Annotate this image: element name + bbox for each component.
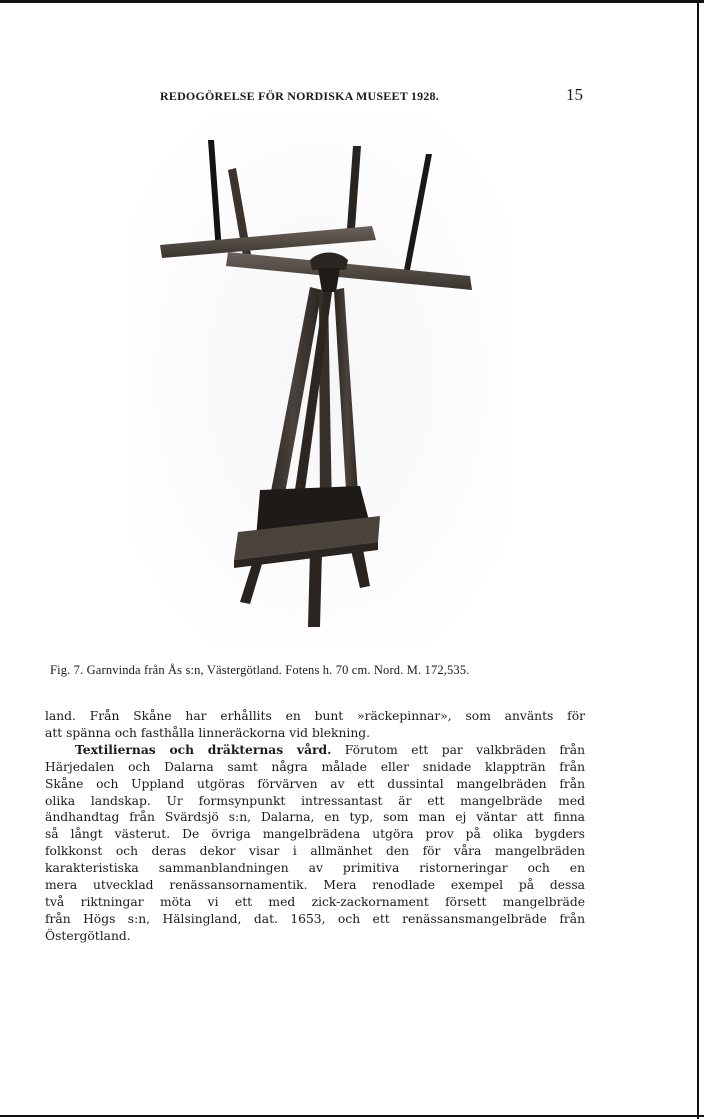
text-line: två riktningar möta vi ett med zick-zackornament försett mangelbräde	[45, 894, 585, 909]
body-text	[45, 708, 585, 945]
page-bottom-border	[0, 1115, 704, 1117]
page-number: 15	[566, 85, 583, 104]
text-line: mera utvecklad renässansornamentik. Mera renodlade exempel på dessa	[45, 878, 585, 893]
text-line: ändhandtag från Svärdsjö s:n, Dalarna, en typ, som man ej väntar att finna	[45, 810, 585, 825]
text-line: Östergötland.	[45, 928, 131, 943]
running-head: REDOGÖRELSE FÖR NORDISKA MUSEET 1928.	[160, 89, 439, 103]
figure-caption: Fig. 7. Garnvinda från Ås s:n, Västergötland. Fotens h. 70 cm. Nord. M. 172,535.	[50, 663, 470, 677]
text-line: Skåne och Uppland utgöras förvärven av ett dussintal mangelbräden från	[45, 776, 585, 791]
text-line: att spänna och fasthålla linneräckorna vid blekning.	[45, 725, 371, 740]
figure-yarn-winder	[110, 112, 520, 652]
text-fragment: Förutom ett par valkbräden från	[331, 742, 585, 757]
text-line: Härjedalen och Dalarna samt några målade eller snidade klappträn från	[45, 759, 585, 774]
text-line: så långt västerut. De övriga mangelbrädena utgöra prov på olika bygders	[45, 827, 585, 842]
yarn-winder-photo-icon	[110, 112, 520, 652]
text-line: från Högs s:n, Hälsingland, dat. 1653, och ett renässansmangelbräde från	[45, 911, 585, 926]
text-line: folkkonst och deras dekor visar i allmänhet den för våra mangelbräden	[45, 844, 585, 859]
text-line: olika landskap. Ur formsynpunkt intressantast är ett mangelbräde med	[45, 793, 585, 808]
section-heading-line	[45, 742, 585, 759]
page-top-border	[0, 0, 704, 3]
text-line: karakteristiska sammanblandningen av primitiva ristorneringar och en	[45, 861, 585, 876]
text-line: land. Från Skåne har erhållits en bunt »räckepinnar», som använts för	[45, 709, 585, 723]
page-right-border	[697, 0, 699, 1119]
section-heading: Textiliernas och dräkternas vård.	[75, 741, 332, 757]
